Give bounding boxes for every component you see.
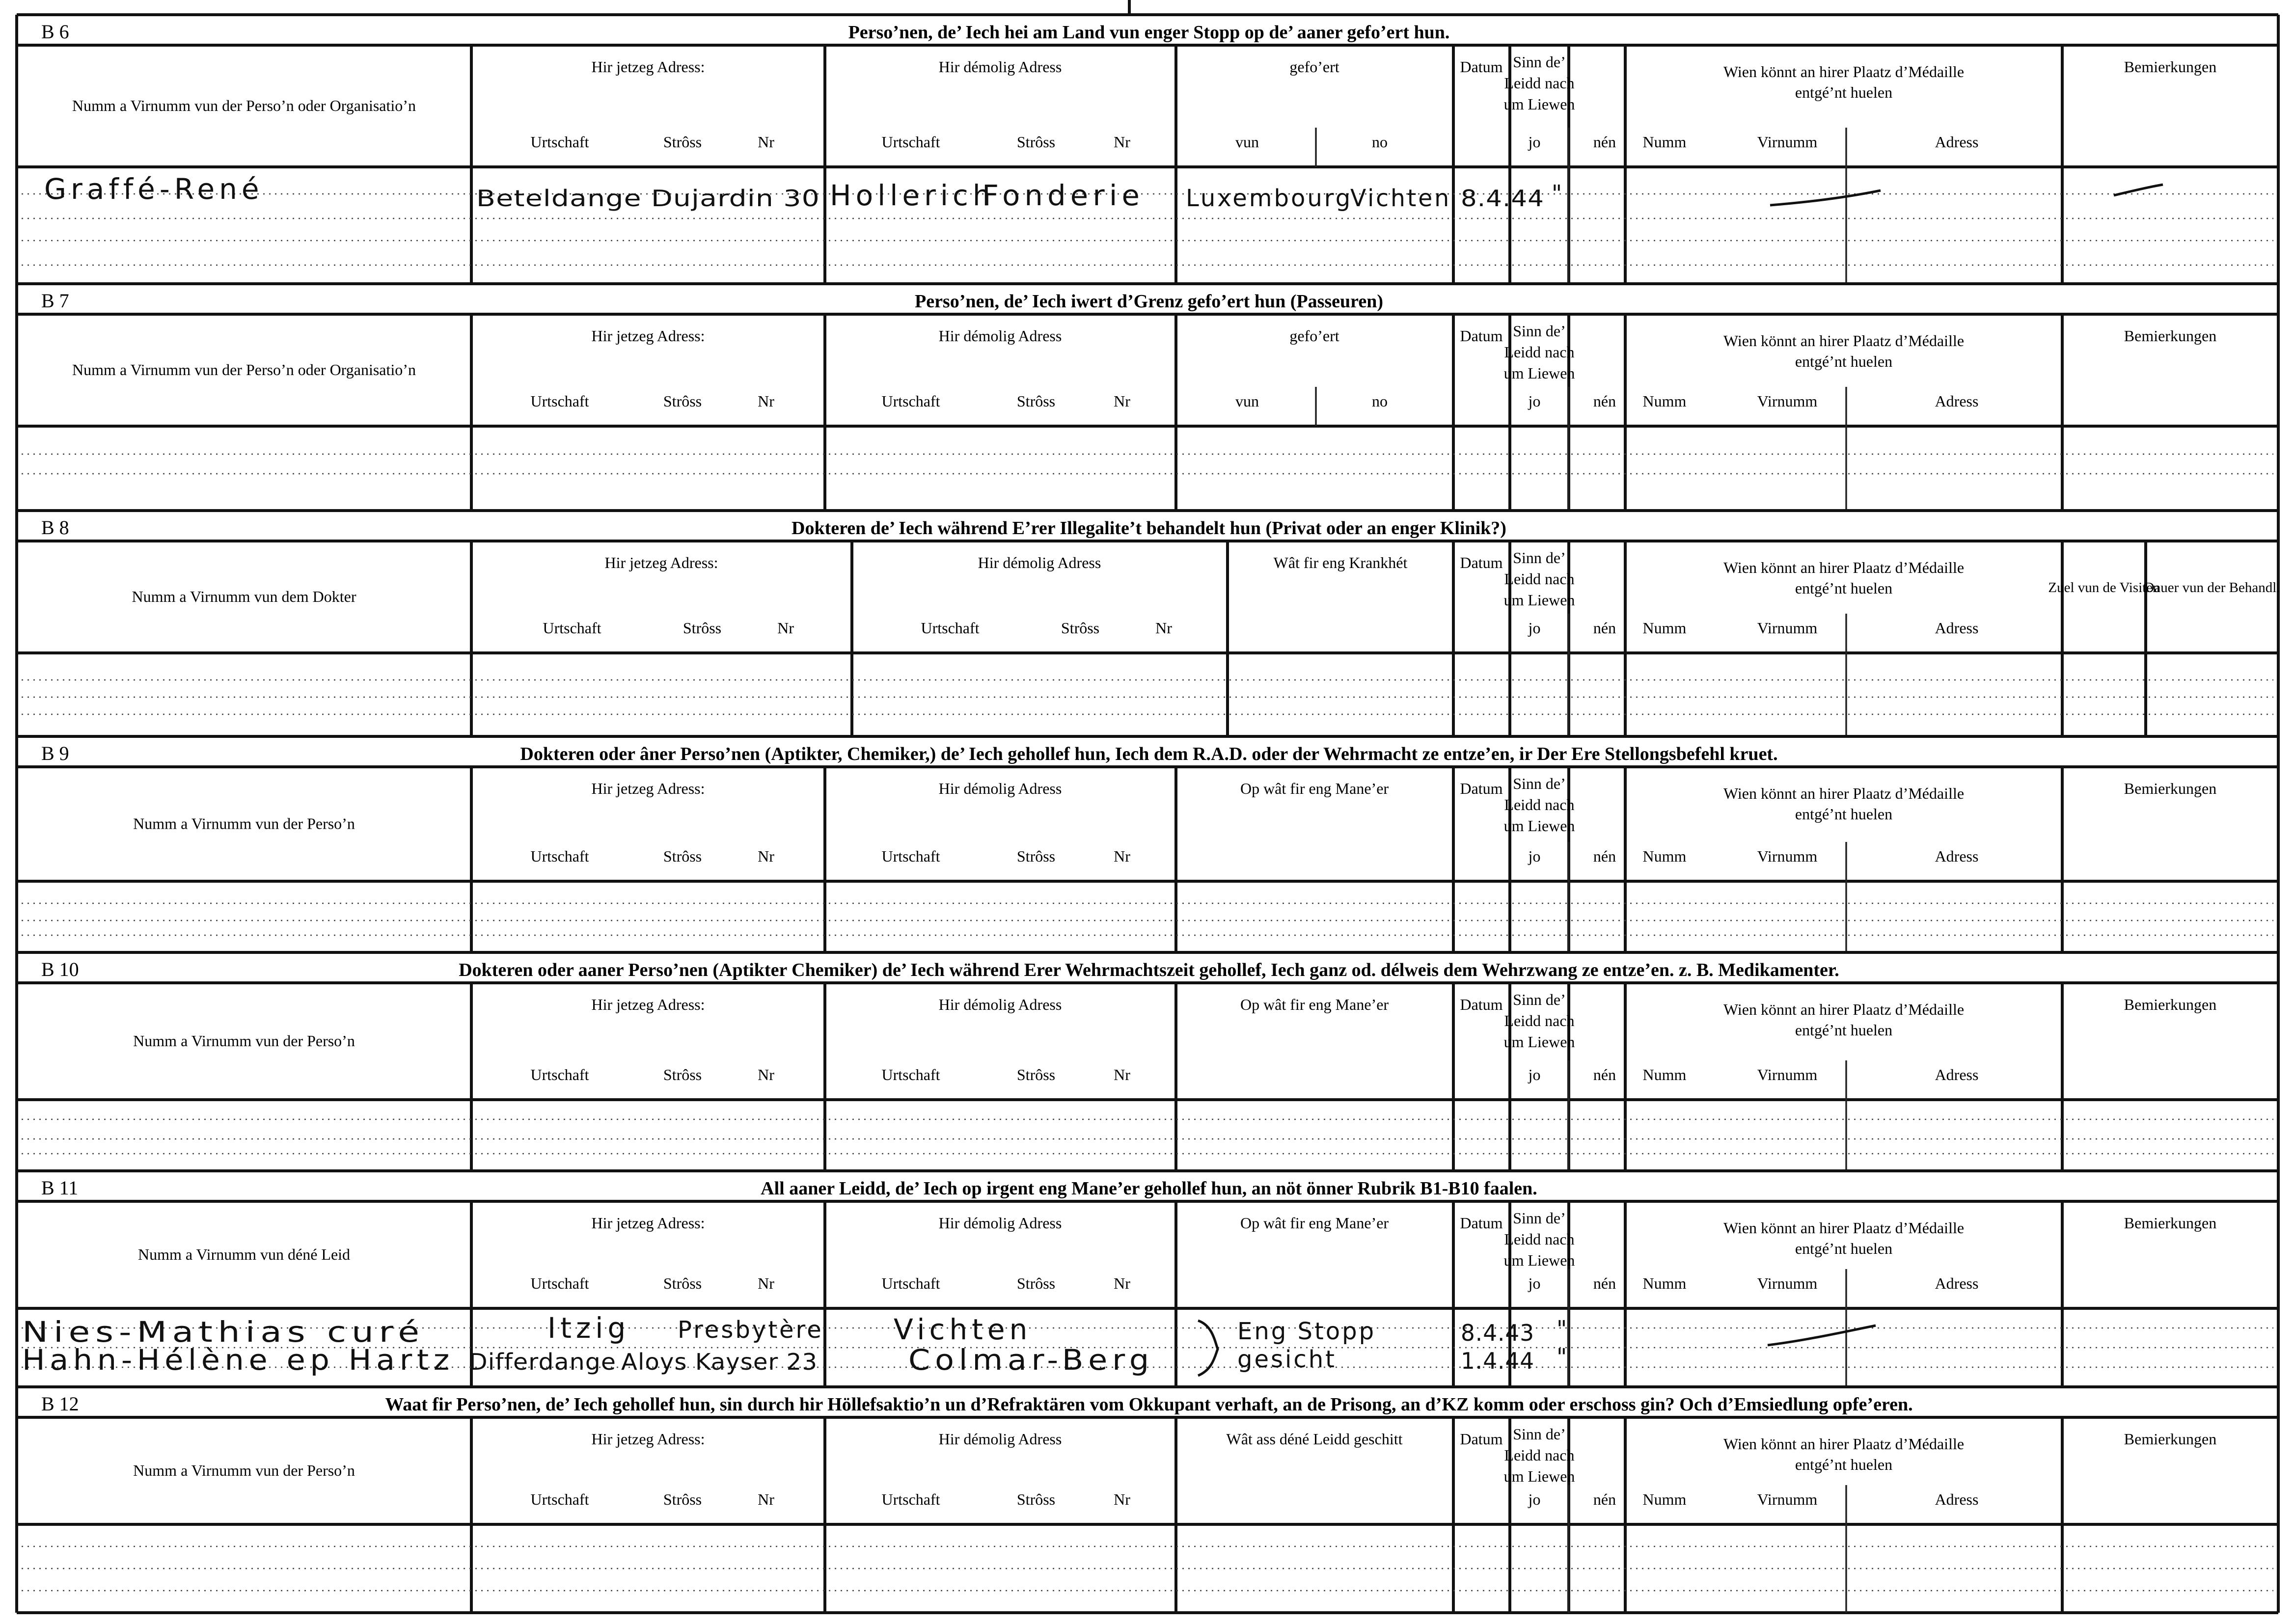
street-label: Strôss	[683, 619, 722, 637]
b11-current-street-handwritten: Presbytère	[678, 1316, 823, 1344]
first-column-header: Numm a Virnumm vun der Perso’n oder Organisatio’n	[72, 97, 416, 114]
b11-current-town-handwritten: Itzig	[547, 1311, 630, 1345]
medal-surname-label: Numm	[1642, 1066, 1687, 1083]
street-label: Strôss	[663, 847, 702, 865]
alive-header: Leidd nach	[1504, 570, 1575, 588]
locality-label: Urtschaft	[530, 133, 589, 151]
section-id: B 9	[41, 742, 69, 764]
remarks-header: Bemierkungen	[2124, 1430, 2217, 1448]
locality-label: Urtschaft	[881, 1066, 940, 1083]
b11-date-handwritten: 1.4.44	[1461, 1348, 1534, 1374]
medal-header: entgé’nt huelen	[1795, 579, 1893, 597]
locality-label: Urtschaft	[881, 392, 940, 410]
number-label: Nr	[777, 619, 794, 637]
street-label: Strôss	[1016, 392, 1056, 410]
street-label: Strôss	[663, 1066, 702, 1083]
first-column-header: Numm a Virnumm vun déné Leid	[137, 1245, 351, 1263]
remarks-header: Bemierkungen	[2124, 327, 2217, 345]
number-label: Nr	[758, 847, 774, 865]
no-label: nén	[1593, 619, 1616, 637]
former-address-header: Hir démolig Adress	[938, 780, 1062, 797]
former-address-header: Hir démolig Adress	[938, 996, 1062, 1013]
number-label: Nr	[758, 1490, 774, 1508]
alive-header: Leidd nach	[1504, 796, 1575, 813]
alive-header: um Liewen	[1503, 591, 1575, 609]
medal-surname-label: Numm	[1642, 1274, 1687, 1292]
street-label: Strôss	[1016, 1066, 1056, 1083]
b6-current-address-handwritten: Beteldange Dujardin 30	[476, 185, 820, 212]
section-id: B 11	[41, 1177, 79, 1199]
alive-header: Sinn de’	[1513, 53, 1566, 71]
b11-former-handwritten: Colmar-Berg	[908, 1343, 1154, 1377]
medal-address-label: Adress	[1935, 847, 1979, 865]
b6-alive-mark: "	[1552, 180, 1563, 207]
current-address-header: Hir jetzeg Adress:	[591, 1214, 705, 1232]
b6-former-town-handwritten: Hollerich	[830, 179, 995, 212]
yes-label: jo	[1528, 847, 1541, 865]
yes-label: jo	[1528, 1274, 1541, 1292]
medal-header: entgé’nt huelen	[1795, 352, 1893, 370]
column-4-header: Wât fir eng Krankhét	[1273, 554, 1408, 571]
section-id: B 8	[41, 516, 69, 539]
current-address-header: Hir jetzeg Adress:	[591, 327, 705, 345]
from-label: vun	[1235, 133, 1259, 151]
first-column-header: Numm a Virnumm vun dem Dokter	[132, 588, 356, 605]
column-4-header: gefo’ert	[1289, 327, 1339, 345]
alive-header: um Liewen	[1503, 817, 1575, 835]
number-label: Nr	[1114, 847, 1130, 865]
column-4-header: gefo’ert	[1289, 58, 1339, 76]
alive-header: Sinn de’	[1513, 1425, 1566, 1443]
section-title: Waat fir Perso’nen, de’ Iech gehollef hun, sin durch hir Höllefsaktio’n un d’Refraktären vom Okkupant verhaft, an de Prisong, an d’KZ komm oder erschoss gin? Och d’Emsiedlung opfe’eren.	[385, 1394, 1913, 1415]
medal-firstname-label: Virnumm	[1757, 1066, 1818, 1083]
section-id: B 10	[41, 958, 79, 980]
b11-former-handwritten: Vichten	[894, 1313, 1032, 1346]
medal-header: Wien könnt an hirer Plaatz d’Médaille	[1723, 1435, 1965, 1453]
street-label: Strôss	[663, 1274, 702, 1292]
former-address-header: Hir démolig Adress	[938, 58, 1062, 76]
locality-label: Urtschaft	[881, 1490, 940, 1508]
medal-firstname-label: Virnumm	[1757, 133, 1818, 151]
to-label: no	[1372, 133, 1388, 151]
section-id: B 6	[41, 21, 69, 43]
medal-firstname-label: Virnumm	[1757, 847, 1818, 865]
locality-label: Urtschaft	[881, 847, 940, 865]
locality-label: Urtschaft	[530, 392, 589, 410]
medal-surname-label: Numm	[1642, 1490, 1687, 1508]
b11-name-handwritten: Hahn-Hélène ep Hartz	[22, 1343, 454, 1377]
b6-name-handwritten: Graffé-René	[44, 172, 264, 206]
medal-header: entgé’nt huelen	[1795, 1240, 1893, 1257]
locality-label: Urtschaft	[881, 133, 940, 151]
medal-surname-label: Numm	[1642, 619, 1687, 637]
medal-header: Wien könnt an hirer Plaatz d’Médaille	[1723, 559, 1965, 576]
to-label: no	[1372, 392, 1388, 410]
no-label: nén	[1593, 1066, 1616, 1083]
no-label: nén	[1593, 133, 1616, 151]
section-title: Dokteren oder aaner Perso’nen (Aptikter Chemiker) de’ Iech während Erer Wehrmachtszeit gehollef, Iech ganz od. délweis dem Wehrzwang ze entze’en. z. B. Medikamenter.	[459, 960, 1839, 980]
locality-label: Urtschaft	[881, 1274, 940, 1292]
locality-label: Urtschaft	[530, 1490, 589, 1508]
number-label: Nr	[758, 133, 774, 151]
first-column-header: Numm a Virnumm vun der Perso’n	[133, 1462, 355, 1479]
alive-header: Leidd nach	[1504, 1012, 1575, 1029]
medal-header: Wien könnt an hirer Plaatz d’Médaille	[1723, 785, 1965, 802]
column-4-header: Op wât fir eng Mane’er	[1240, 780, 1389, 797]
medal-address-label: Adress	[1935, 619, 1979, 637]
date-header: Datum	[1460, 996, 1503, 1013]
former-address-header: Hir démolig Adress	[938, 327, 1062, 345]
b6-medal-dash-mark	[1770, 190, 1881, 205]
date-header: Datum	[1460, 1214, 1503, 1232]
current-address-header: Hir jetzeg Adress:	[591, 780, 705, 797]
b11-date-handwritten: 8.4.43	[1461, 1320, 1534, 1346]
first-column-header: Numm a Virnumm vun der Perso’n	[133, 814, 355, 833]
section-id: B 7	[41, 290, 69, 312]
remarks-header: Bemierkungen	[2124, 780, 2217, 797]
street-label: Strôss	[1061, 619, 1100, 637]
first-column-header: Numm a Virnumm vun der Perso’n	[133, 1032, 355, 1050]
alive-header: Sinn de’	[1513, 322, 1566, 340]
number-label: Nr	[1114, 1274, 1130, 1292]
number-label: Nr	[1114, 1066, 1130, 1083]
medal-header: Wien könnt an hirer Plaatz d’Médaille	[1723, 332, 1965, 350]
locality-label: Urtschaft	[543, 619, 601, 637]
medal-surname-label: Numm	[1642, 847, 1687, 865]
former-address-header: Hir démolig Adress	[938, 1214, 1062, 1232]
number-label: Nr	[758, 1274, 774, 1292]
no-label: nén	[1593, 392, 1616, 410]
section-title: Dokteren oder âner Perso’nen (Aptikter, Chemiker,) de’ Iech gehollef hun, Iech dem R.A.D. oder der Wehrmacht ze entze’en, ir Der Ere Stellongsbefehl kruet.	[520, 744, 1778, 764]
alive-header: Leidd nach	[1504, 1230, 1575, 1248]
medal-header: Wien könnt an hirer Plaatz d’Médaille	[1723, 63, 1965, 81]
medal-address-label: Adress	[1935, 392, 1979, 410]
number-label: Nr	[1114, 392, 1130, 410]
medal-address-label: Adress	[1935, 1490, 1979, 1508]
date-header: Datum	[1460, 58, 1503, 76]
section-title: All aaner Leidd, de’ Iech op irgent eng Mane’er gehollef hun, an nöt önner Rubrik B1-B10 faalen.	[761, 1178, 1537, 1199]
yes-label: jo	[1528, 619, 1541, 637]
number-label: Nr	[1155, 619, 1172, 637]
column-4-header: Op wât fir eng Mane’er	[1240, 996, 1389, 1013]
section-id: B 12	[41, 1393, 79, 1415]
date-header: Datum	[1460, 554, 1503, 571]
medal-header: entgé’nt huelen	[1795, 1456, 1893, 1473]
locality-label: Urtschaft	[530, 847, 589, 865]
duration-header: Dauer vun der Behandl.	[2144, 580, 2280, 595]
medal-firstname-label: Virnumm	[1757, 619, 1818, 637]
alive-header: um Liewen	[1503, 1251, 1575, 1269]
street-label: Strôss	[1016, 133, 1056, 151]
medal-header: entgé’nt huelen	[1795, 805, 1893, 823]
alive-header: um Liewen	[1503, 1467, 1575, 1485]
remarks-header: Bemierkungen	[2124, 58, 2217, 76]
locality-label: Urtschaft	[530, 1274, 589, 1292]
column-4-header: Op wât fir eng Mane’er	[1240, 1214, 1389, 1232]
alive-header: Sinn de’	[1513, 775, 1566, 792]
alive-header: Leidd nach	[1504, 74, 1575, 92]
street-label: Strôss	[1016, 1490, 1056, 1508]
current-address-header: Hir jetzeg Adress:	[591, 58, 705, 76]
date-header: Datum	[1460, 327, 1503, 345]
alive-header: Leidd nach	[1504, 1446, 1575, 1464]
street-label: Strôss	[1016, 847, 1056, 865]
street-label: Strôss	[663, 1490, 702, 1508]
street-label: Strôss	[663, 133, 702, 151]
visits-header: Zuel vun de Visiten	[2048, 580, 2160, 595]
locality-label: Urtschaft	[530, 1066, 589, 1083]
b11-alive-mark: "	[1557, 1344, 1568, 1370]
yes-label: jo	[1528, 1490, 1541, 1508]
b11-current-street-handwritten: Aloys Kayser 23	[621, 1349, 818, 1375]
alive-header: um Liewen	[1503, 95, 1575, 113]
first-column-header: Numm a Virnumm vun der Perso’n oder Organisatio’n	[72, 361, 416, 379]
medal-address-label: Adress	[1935, 1274, 1979, 1292]
b11-current-town-handwritten: Differdange	[469, 1349, 616, 1375]
b6-from-handwritten: Luxembourg	[1186, 185, 1353, 212]
no-label: nén	[1593, 847, 1616, 865]
current-address-header: Hir jetzeg Adress:	[604, 554, 718, 571]
remarks-header: Bemierkungen	[2124, 996, 2217, 1013]
medal-header: entgé’nt huelen	[1795, 83, 1893, 101]
number-label: Nr	[1114, 133, 1130, 151]
b11-how-handwritten: gesicht	[1237, 1346, 1337, 1373]
alive-header: um Liewen	[1503, 364, 1575, 382]
b11-alive-mark: "	[1557, 1316, 1568, 1342]
medal-surname-label: Numm	[1642, 392, 1687, 410]
alive-header: Leidd nach	[1504, 343, 1575, 361]
medal-firstname-label: Virnumm	[1757, 392, 1818, 410]
medal-header: entgé’nt huelen	[1795, 1021, 1893, 1039]
column-4-header: Wât ass déné Leidd geschitt	[1226, 1430, 1403, 1448]
street-label: Strôss	[1016, 1274, 1056, 1292]
date-header: Datum	[1460, 780, 1503, 797]
b11-name-handwritten: Nies-Mathias curé	[22, 1315, 425, 1349]
current-address-header: Hir jetzeg Adress:	[591, 1430, 705, 1448]
alive-header: Sinn de’	[1513, 549, 1566, 567]
street-label: Strôss	[663, 392, 702, 410]
yes-label: jo	[1528, 133, 1541, 151]
medal-header: Wien könnt an hirer Plaatz d’Médaille	[1723, 1001, 1965, 1018]
alive-header: Sinn de’	[1513, 1209, 1566, 1227]
current-address-header: Hir jetzeg Adress:	[591, 996, 705, 1013]
no-label: nén	[1593, 1490, 1616, 1508]
no-label: nén	[1593, 1274, 1616, 1292]
number-label: Nr	[758, 392, 774, 410]
medal-address-label: Adress	[1935, 133, 1979, 151]
locality-label: Urtschaft	[921, 619, 980, 637]
form-labels	[41, 21, 2280, 1508]
alive-header: um Liewen	[1503, 1033, 1575, 1051]
b11-how-handwritten: Eng Stopp	[1237, 1318, 1376, 1345]
number-label: Nr	[758, 1066, 774, 1083]
medal-firstname-label: Virnumm	[1757, 1274, 1818, 1292]
medal-header: Wien könnt an hirer Plaatz d’Médaille	[1723, 1219, 1965, 1237]
remarks-header: Bemierkungen	[2124, 1214, 2217, 1232]
former-address-header: Hir démolig Adress	[938, 1430, 1062, 1448]
section-title: Perso’nen, de’ Iech iwert d’Grenz gefo’ert hun (Passeuren)	[914, 291, 1384, 312]
medal-surname-label: Numm	[1642, 133, 1687, 151]
former-address-header: Hir démolig Adress	[978, 554, 1101, 571]
b6-date-handwritten: 8.4.44	[1461, 185, 1544, 212]
b6-to-handwritten: Vichten	[1350, 185, 1451, 212]
alive-header: Sinn de’	[1513, 991, 1566, 1008]
from-label: vun	[1235, 392, 1259, 410]
number-label: Nr	[1114, 1490, 1130, 1508]
yes-label: jo	[1528, 1066, 1541, 1083]
yes-label: jo	[1528, 392, 1541, 410]
b6-former-street-handwritten: Fonderie	[982, 179, 1144, 212]
medal-firstname-label: Virnumm	[1757, 1490, 1818, 1508]
date-header: Datum	[1460, 1430, 1503, 1448]
medal-address-label: Adress	[1935, 1066, 1979, 1083]
section-title: Perso’nen, de’ Iech hei am Land vun enger Stopp op de’ aaner gefo’ert hun.	[848, 22, 1450, 43]
section-title: Dokteren de’ Iech während E’rer Illegalite’t behandelt hun (Privat oder an enger Klinik?)	[792, 518, 1506, 539]
